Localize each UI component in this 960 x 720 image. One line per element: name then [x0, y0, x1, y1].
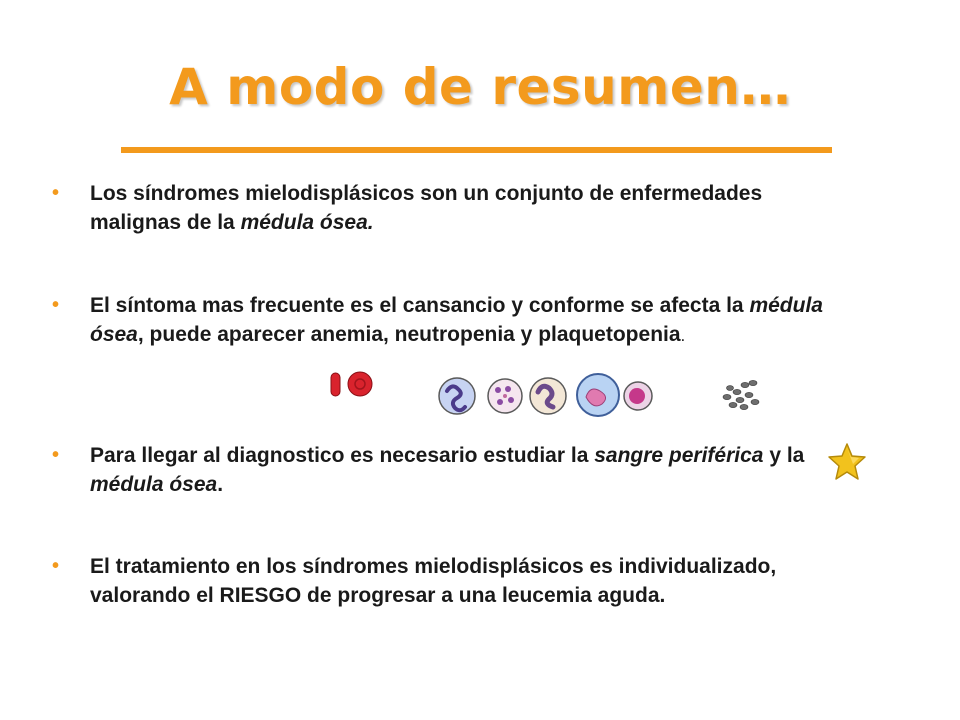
white-blood-cells-icon: [439, 374, 652, 416]
red-blood-cells-icon: [331, 372, 372, 396]
bullet-italic-term: médula ósea: [90, 294, 823, 346]
bullet-italic-term: médula ósea: [90, 473, 218, 496]
bullet-marker: •: [52, 555, 60, 577]
bullet-text-part: Para llegar al diagnostico es necesario estudiar la: [90, 444, 595, 467]
bullet-text-part: .: [217, 473, 224, 496]
bullet-text-part: y la: [763, 444, 805, 467]
bullet-italic-term: médula ósea.: [240, 211, 374, 234]
bullet-marker: •: [52, 444, 60, 466]
bullet-text-part: , puede aparecer anemia, neutropenia y plaquetopenia: [137, 323, 681, 346]
bullet-italic-term: sangre periférica: [594, 444, 764, 467]
bullet-marker: •: [52, 182, 60, 204]
star-icon: [826, 442, 868, 482]
slide-title: A modo de resumen…: [169, 58, 791, 116]
bullet-text: El tratamiento en los síndromes mielodisplásicos es individualizado, valorando el RIESGO de progresar a una leucemia aguda.: [90, 555, 777, 607]
bullet-text-part: .: [680, 326, 686, 345]
bullet-text-part: El síntoma mas frecuente es el cansancio y conforme se afecta la: [90, 294, 750, 317]
platelets-icon: [723, 380, 759, 409]
bullet-text-part: Los síndromes mielodisplásicos son un conjunto de enfermedades malignas de la: [90, 182, 763, 234]
bullet-marker: •: [52, 294, 60, 316]
